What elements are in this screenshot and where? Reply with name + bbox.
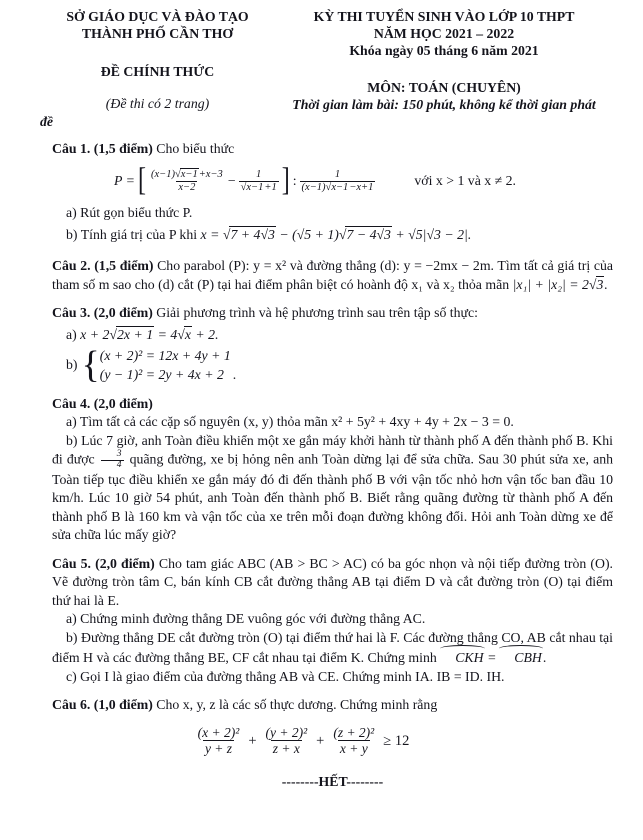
fraction-3 bbox=[331, 725, 376, 756]
fraction-3 bbox=[300, 169, 376, 194]
item-label: a) bbox=[66, 611, 77, 627]
question-5-intro bbox=[52, 555, 613, 611]
radicand: 2x + 1 bbox=[116, 326, 154, 342]
exam-date: Khóa ngày 05 tháng 6 năm 2021 bbox=[349, 43, 539, 58]
question-3-label: Câu 3. (2,0 điểm) bbox=[52, 305, 153, 320]
question-2-body: Cho parabol (P): y = x² và đường thẳng (d): y = −2mx − 2m. Tìm tất cả giá trị của tham số m sao cho (d) cắt (P) tại hai điểm phân biệt có hoành độ x₁ và x₂ thỏa mãn bbox=[52, 258, 613, 292]
radical-sign: √ bbox=[588, 276, 597, 292]
radical-sign: √ bbox=[177, 326, 185, 342]
question-3-head bbox=[52, 304, 613, 323]
radicand: 7 + 4√3 bbox=[230, 227, 275, 242]
division-colon: : bbox=[292, 173, 297, 189]
radical bbox=[339, 227, 392, 242]
formula-lhs: P = bbox=[114, 173, 135, 189]
inequality-rhs: ≥ 12 bbox=[383, 732, 410, 749]
fraction-2-numerator: 1 bbox=[256, 169, 262, 181]
question-5b bbox=[52, 629, 613, 668]
question-6-formula bbox=[52, 721, 553, 761]
header-left-block bbox=[40, 8, 275, 113]
item-text-part1: Lúc 7 giờ, anh Toàn điều khiển một xe gắn máy khởi hành từ thành phố A đến thành phố B. Khi đi được bbox=[52, 432, 613, 467]
fraction-3-denominator: x + y bbox=[339, 741, 368, 757]
question-4a bbox=[52, 413, 613, 432]
question-4-head bbox=[52, 395, 613, 414]
exam-body bbox=[52, 140, 613, 791]
end-mark: --------HẾT-------- bbox=[281, 773, 384, 789]
den-post: +1 bbox=[264, 182, 277, 193]
fraction-3-denominator bbox=[300, 181, 376, 194]
angle-CKH: CKH bbox=[440, 647, 484, 668]
radicand: x bbox=[184, 326, 191, 342]
question-2-label: Câu 2. (1,5 điểm) bbox=[52, 258, 154, 273]
question-2-text bbox=[52, 257, 613, 294]
question-2-condition bbox=[513, 277, 608, 292]
sentence-period: . bbox=[542, 650, 547, 666]
radical bbox=[326, 182, 350, 193]
den-post: −x+1 bbox=[349, 182, 374, 193]
num-post: +x−3 bbox=[198, 169, 223, 181]
condition-end: . bbox=[604, 276, 608, 292]
radical-sign: √ bbox=[338, 227, 347, 242]
system-equation-2: (y − 1)² = 2y + 4x + 2 bbox=[99, 367, 224, 382]
radical bbox=[589, 277, 604, 292]
radicand: x−1 bbox=[331, 182, 349, 193]
exam-title: KỲ THI TUYỂN SINH VÀO LỚP 10 THPT bbox=[313, 9, 575, 24]
fraction-numerator: 3 bbox=[116, 449, 122, 459]
equation-pre: x + 2 bbox=[80, 326, 110, 342]
official-exam-mark: ĐỀ CHÍNH THỨC bbox=[100, 64, 215, 79]
equation-middle: − (√5 + 1) bbox=[279, 227, 339, 242]
den-pre: (x−1) bbox=[301, 182, 326, 193]
question-2 bbox=[52, 257, 613, 294]
radicand: x−1 bbox=[246, 182, 264, 193]
condition-pre: |x₁| + |x₂| = 2 bbox=[512, 276, 589, 292]
system-period: . bbox=[232, 367, 237, 382]
question-1 bbox=[52, 140, 613, 247]
num-pre: (x−1) bbox=[150, 169, 175, 181]
question-3b bbox=[66, 346, 613, 385]
item-label: a) bbox=[66, 326, 77, 342]
fraction-3-numerator: (z + 2)² bbox=[333, 725, 375, 741]
question-5 bbox=[52, 555, 613, 687]
question-3a bbox=[52, 323, 613, 346]
radical-sign: √ bbox=[109, 326, 117, 342]
question-3 bbox=[52, 304, 613, 385]
minus-operator: − bbox=[227, 173, 236, 189]
inline-fraction bbox=[101, 450, 124, 471]
item-text: Rút gọn biểu thức P. bbox=[80, 204, 193, 220]
fraction-1 bbox=[149, 169, 225, 194]
left-bracket: [ bbox=[137, 162, 146, 198]
fraction-2-denominator bbox=[239, 181, 279, 194]
exam-duration: Thời gian làm bài: 150 phút, không kể thời gian phát bbox=[292, 97, 596, 112]
radicand: 3 bbox=[596, 276, 604, 292]
angle-CBH: CBH bbox=[499, 647, 543, 668]
item-label: b) bbox=[66, 629, 78, 645]
radical bbox=[223, 227, 276, 242]
question-6-label: Câu 6. (1,0 điểm) bbox=[52, 697, 153, 713]
equals-sign: = bbox=[488, 650, 496, 666]
radical bbox=[109, 327, 154, 342]
equation-lhs: x = bbox=[200, 227, 220, 242]
issuer-line2: THÀNH PHỐ CẦN THƠ bbox=[81, 26, 234, 41]
item-text: Tính giá trị của P khi bbox=[80, 227, 198, 242]
item-label: b) bbox=[66, 432, 78, 448]
fraction-1-denominator: y + z bbox=[204, 741, 233, 757]
question-3-intro: Giải phương trình và hệ phương trình sau trên tập số thực: bbox=[156, 305, 478, 320]
radical bbox=[175, 169, 199, 180]
item-label: c) bbox=[66, 668, 77, 684]
item-label: b) bbox=[66, 357, 78, 373]
exam-year: NĂM HỌC 2021 – 2022 bbox=[373, 26, 515, 41]
item-text-part2: quãng đường, xe bị hỏng nên anh Toàn dừng lại để sửa chữa. Sau 30 phút sửa xe, anh Toàn tiếp tục điều khiển xe gắn máy đó đi đến thành phố B với vận tốc nhỏ hơn vận tốc ban đầu 10 km/h. Lúc 10 giờ 54 phút, anh Toàn đến thành phố B. Biết rằng quãng đường từ thành phố A đến thành phố B là 160 km và vận tốc của xe trên mỗi đoạn đường không đổi. Hỏi anh Toàn dừng xe để sửa chữa lúc mấy giờ? bbox=[52, 451, 614, 543]
domain-condition: với x > 1 và x ≠ 2. bbox=[414, 173, 516, 189]
item-text: Đường thẳng DE cắt đường tròn (O) tại điểm thứ hai là F. Các đường thẳng CO, AB cắt nhau tại điểm H và các đường thẳng BE, CF cắt nhau tại điểm K. Chứng minh bbox=[52, 629, 614, 666]
plus-operator: + bbox=[316, 732, 325, 749]
fraction-2 bbox=[264, 725, 310, 756]
question-6-head bbox=[52, 696, 613, 715]
fraction-1-numerator: (x + 2)² bbox=[197, 725, 240, 741]
question-6-intro: Cho x, y, z là các số thực dương. Chứng minh rằng bbox=[156, 697, 438, 713]
plus-operator: + bbox=[248, 732, 257, 749]
radical bbox=[177, 327, 192, 342]
fraction-2-numerator: (y + 2)² bbox=[265, 725, 308, 741]
fraction-1-numerator bbox=[149, 169, 225, 181]
question-5c bbox=[52, 668, 613, 687]
question-1a bbox=[52, 204, 613, 223]
item-text: Gọi I là giao điểm của đường thẳng AB và CE. Chứng minh IA. IB = ID. IH. bbox=[80, 668, 505, 684]
question-5-label: Câu 5. (2,0 điểm) bbox=[52, 555, 155, 571]
radical-sign: √ bbox=[174, 169, 181, 181]
exam-subject: MÔN: TOÁN (CHUYÊN) bbox=[367, 80, 521, 95]
den-text: x−2 bbox=[178, 182, 196, 193]
question-1-intro: Cho biểu thức bbox=[156, 141, 235, 156]
radical-sign: √ bbox=[325, 182, 332, 193]
system-equations bbox=[100, 346, 231, 385]
fraction-3-numerator: 1 bbox=[334, 169, 341, 181]
pages-note: (Đề thi có 2 trang) bbox=[105, 96, 210, 111]
duration-wrap-word: đề bbox=[40, 114, 54, 129]
item-label: b) bbox=[66, 227, 78, 242]
radical-sign: √ bbox=[240, 182, 247, 193]
system-equation-1: (x + 2)² = 12x + 4y + 1 bbox=[99, 347, 231, 363]
question-4b bbox=[52, 432, 613, 545]
right-bracket: ] bbox=[281, 162, 290, 198]
question-1-label: Câu 1. (1,5 điểm) bbox=[52, 141, 153, 156]
fraction-1-denominator bbox=[176, 181, 197, 194]
radical bbox=[241, 182, 265, 193]
radical-sign: √ bbox=[222, 227, 231, 242]
question-1b bbox=[52, 222, 613, 247]
question-6 bbox=[52, 696, 613, 761]
issuer-line1: SỞ GIÁO DỤC VÀ ĐÀO TẠO bbox=[66, 9, 249, 24]
equation-end: + 2. bbox=[195, 326, 219, 342]
question-1-head bbox=[52, 140, 613, 159]
item-text: Chứng minh đường thẳng DE vuông góc với đường thẳng AC. bbox=[80, 611, 426, 627]
item-label: a) bbox=[66, 204, 77, 220]
fraction-2-denominator: z + x bbox=[272, 741, 300, 757]
question-5a bbox=[52, 610, 613, 629]
equation-middle: = 4 bbox=[157, 326, 178, 342]
equation-end: + √5|√3 − 2|. bbox=[395, 227, 472, 242]
fraction-2 bbox=[239, 169, 279, 194]
fraction-1 bbox=[196, 725, 242, 756]
question-4-label: Câu 4. (2,0 điểm) bbox=[52, 395, 153, 411]
system-brace: { bbox=[81, 344, 100, 386]
question-4 bbox=[52, 395, 613, 545]
fraction-denominator: 4 bbox=[101, 460, 124, 471]
question-1-formula bbox=[114, 162, 613, 202]
item-text: Tìm tất cả các cặp số nguyên (x, y) thỏa mãn x² + 5y² + 4xy + 4y + 2x − 3 = 0. bbox=[79, 414, 514, 429]
radicand: 7 − 4√3 bbox=[346, 227, 391, 242]
radicand: x−1 bbox=[180, 169, 198, 181]
item-label: a) bbox=[66, 414, 77, 429]
header-right-block bbox=[275, 8, 613, 113]
question-5-body: Cho tam giác ABC (AB > BC > AC) có ba góc nhọn và nội tiếp đường tròn (O). Vẽ đường tròn tâm C, bán kính CB cắt đường thẳng AB tại điểm D và cắt đường tròn (O) tại điểm thứ hai là E. bbox=[52, 555, 613, 608]
exam-header bbox=[40, 8, 613, 113]
